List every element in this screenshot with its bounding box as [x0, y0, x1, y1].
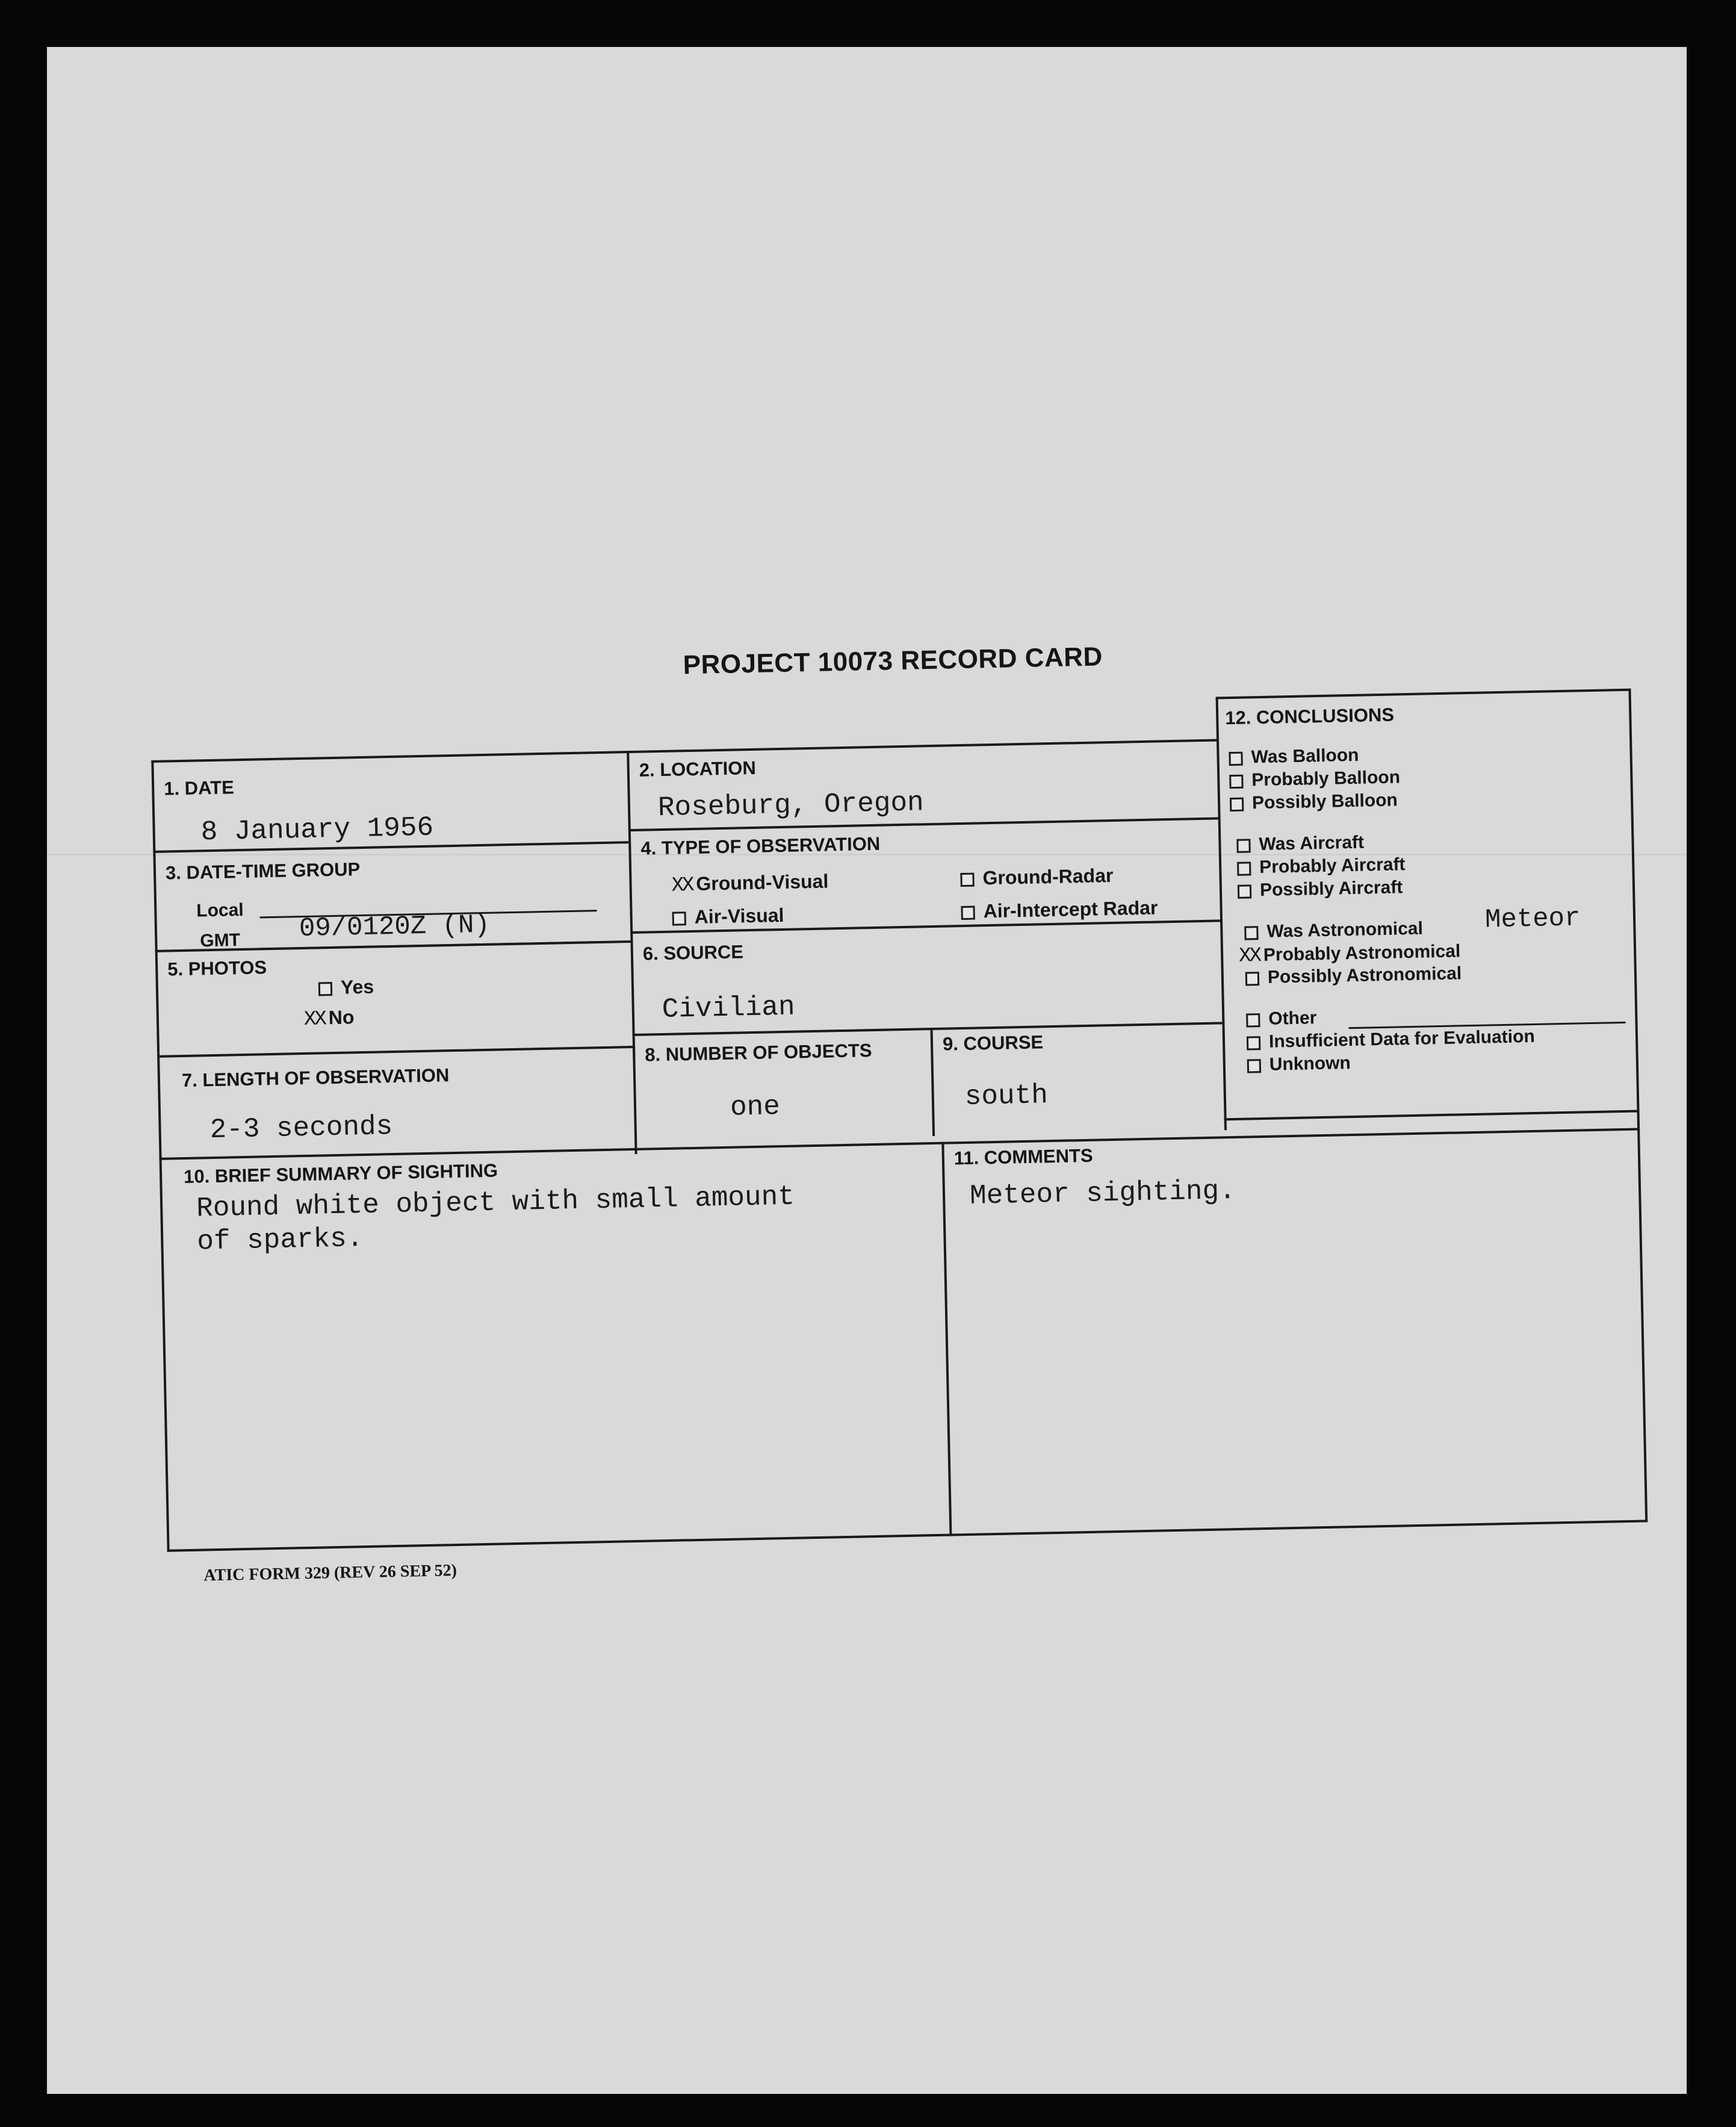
possibly-astronomical-option[interactable] — [1245, 963, 1462, 988]
card-frame — [150, 689, 1648, 1552]
divider-length-objects — [633, 1046, 637, 1154]
unknown-option[interactable] — [1247, 1053, 1351, 1075]
card-border-bottom — [167, 1520, 1648, 1551]
was-aircraft-checkbox — [1236, 839, 1250, 852]
course-label: 9. COURSE — [942, 1031, 1044, 1055]
other-option[interactable] — [1246, 1008, 1317, 1029]
possibly-balloon-option[interactable] — [1230, 790, 1398, 814]
comments-value: Meteor sighting. — [969, 1175, 1236, 1212]
date-time-group-label: 3. DATE-TIME GROUP — [165, 859, 361, 884]
card-title: PROJECT 10073 RECORD CARD — [683, 642, 1103, 680]
possibly-aircraft-label: Possibly Aircraft — [1259, 877, 1403, 901]
ground-radar-checkbox — [960, 873, 974, 887]
air-intercept-radar-option[interactable] — [961, 896, 1158, 923]
divider-conclusions — [1217, 739, 1227, 1130]
gmt-value: 09/0120Z (N) — [299, 910, 491, 945]
course-value: south — [964, 1079, 1049, 1113]
probably-astronomical-label: Probably Astronomical — [1263, 941, 1461, 965]
form-number: ATIC FORM 329 (REV 26 SEP 52) — [203, 1561, 457, 1585]
divider-objects-course — [930, 1028, 935, 1136]
was-aircraft-label: Was Aircraft — [1259, 832, 1365, 855]
unknown-label: Unknown — [1269, 1053, 1351, 1075]
length-of-observation-label: 7. LENGTH OF OBSERVATION — [181, 1064, 450, 1091]
probably-aircraft-label: Probably Aircraft — [1259, 854, 1406, 878]
unknown-checkbox — [1247, 1059, 1261, 1073]
record-card — [149, 632, 1648, 1585]
other-label: Other — [1268, 1008, 1317, 1029]
card-border-top-right — [1216, 689, 1631, 700]
local-label: Local — [196, 899, 244, 921]
possibly-aircraft-option[interactable] — [1238, 877, 1403, 901]
photos-yes-option[interactable] — [318, 976, 374, 999]
length-of-observation-value: 2-3 seconds — [209, 1111, 393, 1146]
air-visual-option[interactable] — [672, 904, 784, 929]
photos-no-option[interactable] — [304, 1006, 355, 1031]
probably-balloon-label: Probably Balloon — [1251, 767, 1401, 790]
divider-conclusions-bottom — [1224, 1110, 1640, 1120]
was-balloon-label: Was Balloon — [1251, 745, 1359, 768]
ground-visual-mark: XX — [671, 874, 693, 898]
location-value: Roseburg, Oregon — [657, 787, 925, 824]
brief-summary-line-1: Round white object with small amount — [196, 1181, 795, 1225]
comments-label: 11. COMMENTS — [953, 1144, 1093, 1169]
air-visual-label: Air-Visual — [694, 904, 784, 928]
possibly-balloon-checkbox — [1230, 797, 1244, 811]
probably-balloon-option[interactable] — [1229, 767, 1400, 791]
date-value: 8 January 1956 — [200, 812, 434, 848]
was-astronomical-option[interactable] — [1244, 919, 1423, 943]
photos-no-mark: XX — [303, 1008, 326, 1031]
was-balloon-checkbox — [1229, 751, 1242, 765]
ground-radar-option[interactable] — [960, 865, 1114, 890]
brief-summary-label: 10. BRIEF SUMMARY OF SIGHTING — [183, 1160, 498, 1188]
number-of-objects-label: 8. NUMBER OF OBJECTS — [644, 1040, 872, 1066]
ground-visual-label: Ground-Visual — [696, 870, 829, 895]
was-astronomical-label: Was Astronomical — [1266, 918, 1424, 942]
air-intercept-radar-checkbox — [961, 906, 975, 920]
photos-no-label: No — [328, 1006, 355, 1029]
was-aircraft-option[interactable] — [1236, 833, 1364, 855]
divider-date-location — [627, 751, 635, 1064]
was-balloon-option[interactable] — [1229, 745, 1359, 768]
photos-yes-checkbox — [318, 982, 332, 996]
probably-aircraft-option[interactable] — [1237, 854, 1406, 878]
brief-summary-line-2: of sparks. — [196, 1223, 364, 1258]
number-of-objects-value: one — [730, 1091, 781, 1123]
conclusions-label: 12. CONCLUSIONS — [1224, 704, 1395, 729]
possibly-astronomical-checkbox — [1245, 972, 1259, 986]
ground-radar-label: Ground-Radar — [982, 864, 1114, 889]
insufficient-data-checkbox — [1247, 1036, 1260, 1050]
divider-photos-bottom — [157, 1046, 633, 1058]
date-label: 1. DATE — [163, 777, 235, 800]
possibly-aircraft-checkbox — [1238, 884, 1251, 898]
photos-yes-label: Yes — [340, 975, 374, 998]
card-border-right — [1628, 689, 1648, 1523]
air-visual-checkbox — [672, 911, 686, 925]
document-page — [47, 47, 1687, 2094]
probably-balloon-checkbox — [1229, 774, 1243, 788]
type-of-observation-label: 4. TYPE OF OBSERVATION — [640, 833, 881, 859]
other-checkbox — [1246, 1013, 1260, 1027]
astronomical-note: Meteor — [1484, 903, 1581, 936]
conclusions-top-left-edge — [1216, 697, 1219, 741]
possibly-balloon-label: Possibly Balloon — [1251, 790, 1398, 813]
insufficient-data-option[interactable] — [1247, 1026, 1535, 1053]
probably-astronomical-mark: XX — [1238, 945, 1260, 968]
insufficient-data-label: Insufficient Data for Evaluation — [1268, 1026, 1536, 1052]
possibly-astronomical-label: Possibly Astronomical — [1267, 963, 1462, 987]
air-intercept-radar-label: Air-Intercept Radar — [983, 896, 1158, 922]
photos-label: 5. PHOTOS — [167, 957, 267, 980]
ground-visual-option[interactable] — [671, 870, 828, 897]
location-label: 2. LOCATION — [639, 757, 757, 781]
source-label: 6. SOURCE — [642, 941, 744, 964]
was-astronomical-checkbox — [1244, 926, 1258, 940]
source-value: Civilian — [662, 991, 796, 1026]
gmt-label: GMT — [200, 930, 241, 951]
divider-summary-comments — [941, 1142, 952, 1536]
probably-aircraft-checkbox — [1237, 862, 1251, 875]
